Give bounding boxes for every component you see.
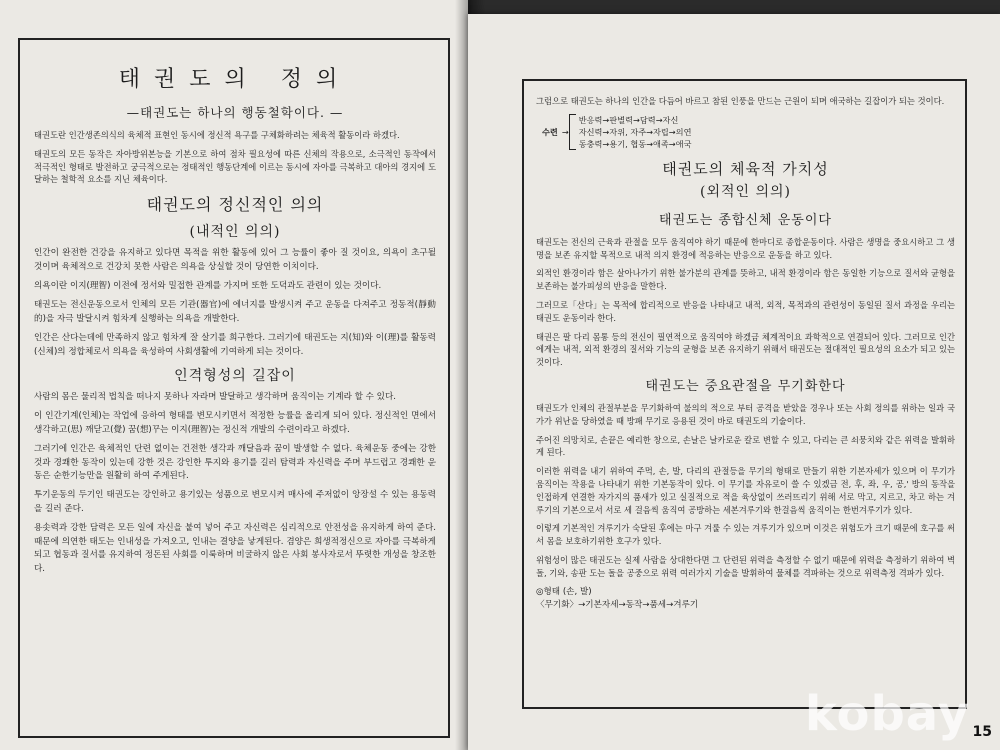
body-paragraph: 그러므로「산다」는 목적에 합리적으로 반응을 나타내고 내적, 외적, 목적과의 관련성이 동일된 질서 과정을 우리는 태권도 운동이라 한다.: [536, 299, 955, 323]
page-title: 태권도의 정의: [118, 67, 352, 92]
section-subheading: (외적인 의의): [700, 183, 791, 200]
body-paragraph: 이렇게 기본적인 겨루기가 숙달된 후에는 마구 겨룰 수 있는 겨루기가 있으며 이것은 위험도가 크기 때문에 호구를 써서 몸을 보호하기위한 호구가 있다.: [536, 523, 955, 547]
body-paragraph: 의욕이란 이지(理智) 이전에 정서와 밀접한 관계를 가지며 또한 도덕과도 관련이 있는 것이다.: [34, 281, 382, 291]
page-number: 15: [972, 724, 992, 740]
body-paragraph: 위험성이 많은 태권도는 실제 사람을 상대한다면 그 단련된 위력을 측정할 수 없기 때문에 위력을 측정하기 위하여 벽돌, 기와, 송판 도는 돌을 공중으로 위력 여러가지 기술을 발휘하여 물체를 격파하는 것으로 위력측정 격파가 있다.: [536, 554, 955, 578]
body-paragraph: 외적인 환경이라 함은 살아나가기 위한 불가분의 관계를 뜻하고, 내적 환경이라 함은 동일한 기능으로 질서와 균형을 보존하는 불가피성의 반응을 말한다.: [536, 268, 955, 292]
intro-paragraph: 태권도란 인간생존의식의 육체적 표현인 동시에 정신적 욕구를 구체화하려는 체육적 활동이라 하겠다.: [34, 130, 400, 140]
body-paragraph: 용솟력과 강한 담력은 모든 일에 자신을 붙여 넣어 주고 자신력은 심리적으로 안전성을 유지하게 하여 준다. 때문에 의연한 태도는 인내성을 가져오고, 인내는 결양을 낳게된다. 겸양은 희생적정신으로 자아를 극복하게 되고 협동과 질서를 유지하여 정돈된 사회를 이룩하며 비굴하지 않은 사회 봉사자로서 뚜렷한 개성을 창조한다.: [34, 523, 436, 574]
section-heading: 인격형성의 길잡이: [174, 368, 296, 385]
right-page: [468, 14, 1000, 750]
brace-icon: [569, 114, 576, 150]
body-paragraph: 이러한 위력을 내기 위하여 주먹, 손, 발, 다리의 관절등을 무기의 형태로 만들기 위한 기본자세가 있으며 이 무기가 움직이는 작용을 나타내기 위한 기본동작이 있다. 이 무기를 자유로이 쓸 수 있겠금 전, 후, 좌, 우, 공,' 방의 동작을 인접하게 연결한 자가지의 품새가 있고 실질적으로 적을 육상없이 쓰러뜨리기 위해 서로 막고, 지르고, 차고 하는 겨루기의 기본으로서 서로 세 걸음씩 움직여 공방하는 세본겨루기와 한걸음씩 움직이는 한번겨루기가 있다.: [536, 466, 955, 515]
form-line: ◎형태 (손, 발): [536, 586, 592, 597]
body-paragraph: 태권도는 전신운동으로서 인체의 모든 기관(器官)에 에너지를 발생시켜 주고 운동을 다져주고 정동적(靜動的)을 자극 발달시켜 힘차게 실행하는 의욕을 개발한다.: [34, 300, 436, 324]
right-text-frame: [522, 79, 967, 709]
body-paragraph: 태권은 팔 다리 몸통 등의 전신이 필연적으로 움직여야 하겠금 체계적이요 과학적으로 연결되어 있다. 그러므로 인간에게는 내적, 외적 환경의 질서와 기능의 균형을 보존 유지하기 위해서 태권도는 절대적인 필요성의 요소가 되고 있는 것이다.: [536, 331, 955, 368]
page-subtitle: —태권도는 하나의 행동철학이다. —: [126, 105, 344, 120]
body-paragraph: 태권도는 전신의 근육과 관절을 모두 움직여야 하기 때문에 한마디로 종합운동이다. 사람은 생명을 중요시하고 그 생명을 보존 유지할 목적으로 내적 의지 환경에 적응하는 반응으로 운동을 하고 있다.: [536, 236, 955, 260]
body-paragraph: 인간은 산다는데에 만족하지 않고 힘차게 잘 살기를 희구한다. 그러기에 태권도는 지(知)와 이(理)를 활동력(신체)의 정합체로서 의욕을 육성하여 사회생활에 기여하게 되는 것이다.: [34, 333, 436, 357]
left-page: [0, 0, 468, 750]
body-paragraph: 인간이 완전한 건강을 유지하고 있다면 목적을 위한 활동에 있어 그 능률이 좋아 질 것이요, 의욕이 초구될 것이며 육체적으로 건강치 못한 사람은 의욕을 상실할 것이 당연한 이치이다.: [34, 248, 436, 272]
training-diagram: [542, 114, 955, 150]
body-paragraph: 그러기에 인간은 육체적인 단련 없이는 건전한 생각과 깨달음과 꿈이 발생할 수 없다. 육체운동 중에는 강한 것과 경쾌한 동작이 있는데 강한 것은 강인한 투지와 용기를 길러 탐력과 자신력을 주며 부드럽고 경쾌한 운동은 순한기능만을 원활히 하여 주게된다.: [34, 444, 436, 482]
training-line: 반응력→판별력→담력→자신: [578, 114, 679, 125]
body-paragraph: 투기운동의 두기인 태권도는 강인하고 용기있는 성품으로 변모시켜 매사에 주저없이 앙장설 수 있는 용동력을 길러 준다.: [34, 490, 436, 514]
subsection-heading: 태권도는 종합신체 운동이다: [659, 212, 832, 228]
section-heading: 태권도의 체육적 가치성: [662, 159, 829, 178]
body-paragraph: 주어진 의망치로, 손끝은 예리한 창으로, 손날은 날카로운 칼로 변할 수 있고, 다리는 큰 쇠뭉치와 같은 위력을 발휘하게 된다.: [536, 434, 955, 458]
arrow-icon: →: [561, 126, 569, 137]
weaponization-line: 〈무기화〉→기본자세→동작→품세→겨루기: [536, 599, 699, 610]
watermark-logo: kobay: [804, 686, 970, 742]
body-paragraph: 태권도가 인체의 관절부분을 무기화하여 불의의 적으로 부터 공격을 받았을 경우나 또는 사회 정의를 위하는 일과 국가가 위난을 당하였을 때 방패 무기로 응용된 것이 바로 태권도의 기술이다.: [536, 402, 955, 426]
subsection-heading: 태권도는 중요관절을 무기화한다: [645, 378, 846, 394]
body-paragraph: 이 인간기계(인체)는 작업에 응하여 형태를 변모시키면서 적정한 능률을 올리게 되어 있다. 정신적인 면에서 생각하고(思) 깨닫고(覺) 꿈(想)꾸는 이지(理智)는 정신적 개발의 수련이라고 하겠다.: [34, 411, 436, 435]
training-lines: [579, 114, 692, 150]
section-subheading: (내적인 의의): [189, 224, 281, 241]
section-heading: 태권도의 정신적인 의의: [146, 195, 324, 215]
intro-paragraph: 태권도의 모든 동작은 자아방위본능을 기본으로 하여 점차 필요성에 따른 신체의 작용으로, 소극적인 동작에서 적극적인 형태로 발전하고 궁극적으로는 정태적인 행동단계에 이르는 동시에 자아를 극복하고 대아의 경지에 도달하는 철학적 요소를 지닌 체육이다.: [34, 148, 436, 185]
intro-paragraph: 그럼으로 태권도는 하나의 인간을 다듬어 바르고 참된 인풍을 만드는 근원이 되며 애국하는 길잡이가 되는 것이다.: [536, 96, 945, 106]
training-line: 자신력→자위, 자주→자립→의연: [578, 126, 692, 137]
left-text-frame: [18, 38, 450, 738]
training-line: 동충력→용기, 협동→애족→애국: [578, 138, 692, 149]
body-paragraph: 사람의 몸은 물리적 법칙을 떠나지 못하나 자라며 발달하고 생각하며 움직이는 기계라 할 수 있다.: [34, 392, 397, 403]
training-label: 수련: [542, 126, 558, 137]
